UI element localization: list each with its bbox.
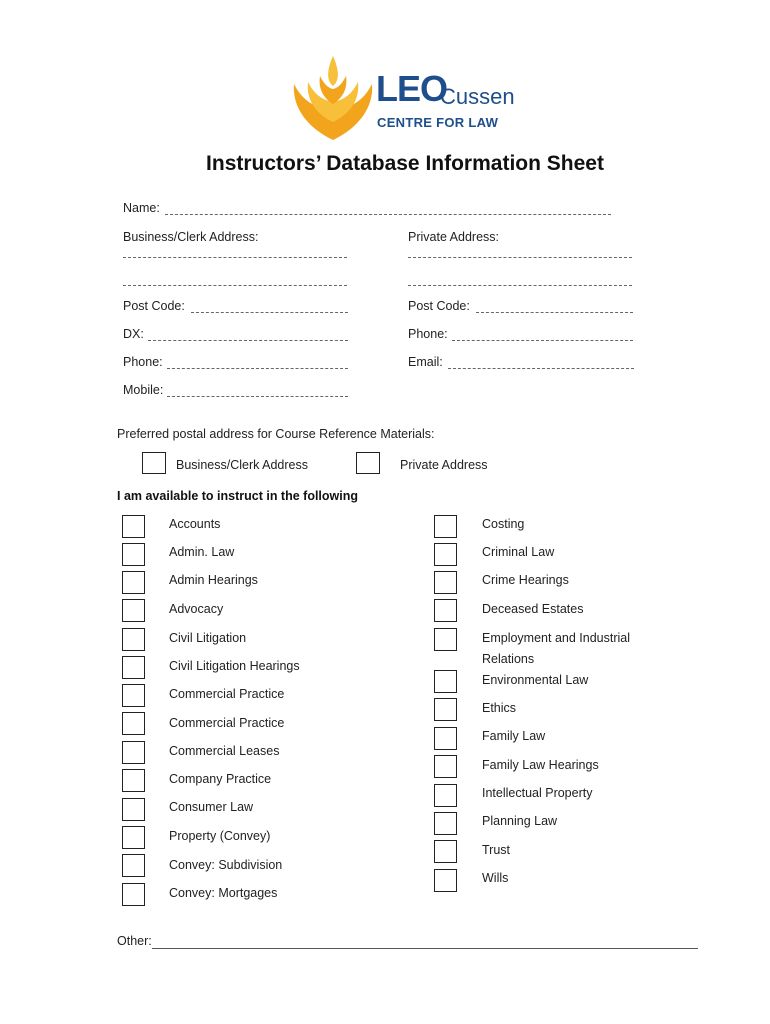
other-field[interactable] bbox=[152, 948, 698, 949]
property-convey-label: Property (Convey) bbox=[169, 829, 271, 843]
business-address-option-label: Business/Clerk Address bbox=[176, 458, 309, 472]
property-convey-checkbox[interactable] bbox=[122, 826, 145, 849]
postal-prompt: Preferred postal address for Course Reference Materials: bbox=[117, 427, 435, 441]
employment-industrial-label: Employment and Industrial bbox=[482, 631, 630, 645]
costing-label: Costing bbox=[482, 517, 525, 531]
name-label: Name: bbox=[123, 201, 160, 215]
civil-litigation-checkbox[interactable] bbox=[122, 628, 145, 651]
commercial-practice-label-2: Commercial Practice bbox=[169, 716, 285, 730]
phone-field-left[interactable] bbox=[167, 368, 348, 369]
business-address-checkbox[interactable] bbox=[142, 452, 166, 474]
business-address-line-1[interactable] bbox=[123, 257, 347, 258]
planning-law-checkbox[interactable] bbox=[434, 812, 457, 835]
dx-field[interactable] bbox=[148, 340, 348, 341]
post-code-field-right[interactable] bbox=[476, 312, 633, 313]
convey-mortgages-label: Convey: Mortgages bbox=[169, 886, 278, 900]
planning-law-label: Planning Law bbox=[482, 814, 558, 828]
commercial-practice-checkbox-1[interactable] bbox=[122, 684, 145, 707]
civil-litigation-label: Civil Litigation bbox=[169, 631, 247, 645]
trust-checkbox[interactable] bbox=[434, 840, 457, 863]
private-address-option-label: Private Address bbox=[400, 458, 488, 472]
logo bbox=[288, 48, 528, 144]
private-address-checkbox[interactable] bbox=[356, 452, 380, 474]
commercial-leases-checkbox[interactable] bbox=[122, 741, 145, 764]
environmental-law-checkbox[interactable] bbox=[434, 670, 457, 693]
family-law-hearings-checkbox[interactable] bbox=[434, 755, 457, 778]
employment-industrial-relations-checkbox[interactable] bbox=[434, 628, 457, 651]
accounts-label: Accounts bbox=[169, 517, 221, 531]
civil-litigation-hearings-checkbox[interactable] bbox=[122, 656, 145, 679]
brand-subtitle: CENTRE FOR LAW bbox=[377, 115, 499, 130]
email-field[interactable] bbox=[448, 368, 634, 369]
advocacy-label: Advocacy bbox=[169, 602, 224, 616]
commercial-leases-label: Commercial Leases bbox=[169, 744, 280, 758]
consumer-law-checkbox[interactable] bbox=[122, 798, 145, 821]
phone-label-left: Phone: bbox=[123, 355, 163, 369]
deceased-estates-checkbox[interactable] bbox=[434, 599, 457, 622]
post-code-label-left: Post Code: bbox=[123, 299, 185, 313]
ethics-checkbox[interactable] bbox=[434, 698, 457, 721]
email-label: Email: bbox=[408, 355, 443, 369]
phone-label-right: Phone: bbox=[408, 327, 448, 341]
commercial-practice-label-1: Commercial Practice bbox=[169, 687, 285, 701]
admin-hearings-label: Admin Hearings bbox=[169, 573, 258, 587]
advocacy-checkbox[interactable] bbox=[122, 599, 145, 622]
deceased-estates-label: Deceased Estates bbox=[482, 602, 584, 616]
family-law-checkbox[interactable] bbox=[434, 727, 457, 750]
business-address-label: Business/Clerk Address: bbox=[123, 230, 259, 244]
private-address-line-2[interactable] bbox=[408, 285, 632, 286]
mobile-field[interactable] bbox=[167, 396, 348, 397]
admin-hearings-checkbox[interactable] bbox=[122, 571, 145, 594]
post-code-field-left[interactable] bbox=[191, 312, 348, 313]
intellectual-property-checkbox[interactable] bbox=[434, 784, 457, 807]
intellectual-property-label: Intellectual Property bbox=[482, 786, 593, 800]
criminal-law-label: Criminal Law bbox=[482, 545, 555, 559]
crime-hearings-checkbox[interactable] bbox=[434, 571, 457, 594]
brand-second: Cussen bbox=[440, 84, 515, 109]
trust-label: Trust bbox=[482, 843, 511, 857]
accounts-checkbox[interactable] bbox=[122, 515, 145, 538]
brand-main: LEO bbox=[376, 68, 448, 109]
convey-subdivision-checkbox[interactable] bbox=[122, 854, 145, 877]
instruct-heading: I am available to instruct in the following bbox=[117, 489, 359, 503]
relations-label: Relations bbox=[482, 652, 535, 666]
admin-law-label: Admin. Law bbox=[169, 545, 235, 559]
ethics-label: Ethics bbox=[482, 701, 517, 715]
family-law-label: Family Law bbox=[482, 729, 546, 743]
private-address-line-1[interactable] bbox=[408, 257, 632, 258]
page-title: Instructors’ Database Information Sheet bbox=[206, 152, 604, 175]
company-practice-checkbox[interactable] bbox=[122, 769, 145, 792]
wills-label: Wills bbox=[482, 871, 509, 885]
costing-checkbox[interactable] bbox=[434, 515, 457, 538]
logo-flame-icon bbox=[288, 48, 378, 144]
environmental-law-label: Environmental Law bbox=[482, 673, 589, 687]
mobile-label: Mobile: bbox=[123, 383, 164, 397]
business-address-line-2[interactable] bbox=[123, 285, 347, 286]
consumer-law-label: Consumer Law bbox=[169, 800, 254, 814]
wills-checkbox[interactable] bbox=[434, 869, 457, 892]
company-practice-label: Company Practice bbox=[169, 772, 272, 786]
private-address-label: Private Address: bbox=[408, 230, 500, 244]
dx-label: DX: bbox=[123, 327, 144, 341]
name-field[interactable] bbox=[165, 214, 611, 215]
admin-law-checkbox[interactable] bbox=[122, 543, 145, 566]
crime-hearings-label: Crime Hearings bbox=[482, 573, 569, 587]
civil-litigation-hearings-label: Civil Litigation Hearings bbox=[169, 659, 300, 673]
post-code-label-right: Post Code: bbox=[408, 299, 470, 313]
family-law-hearings-label: Family Law Hearings bbox=[482, 758, 599, 772]
convey-mortgages-checkbox[interactable] bbox=[122, 883, 145, 906]
convey-subdivision-label: Convey: Subdivision bbox=[169, 858, 283, 872]
phone-field-right[interactable] bbox=[452, 340, 633, 341]
other-label: Other: bbox=[117, 934, 152, 948]
commercial-practice-checkbox-2[interactable] bbox=[122, 712, 145, 735]
criminal-law-checkbox[interactable] bbox=[434, 543, 457, 566]
